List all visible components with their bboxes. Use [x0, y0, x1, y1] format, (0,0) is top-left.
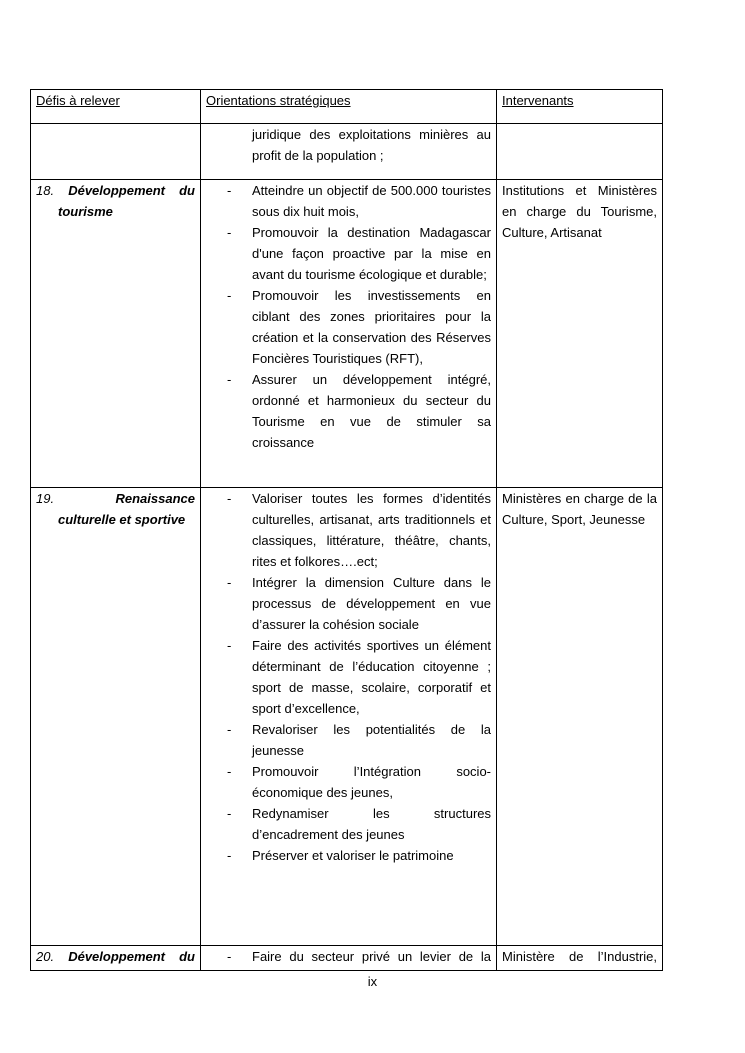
- stakeholder-cell-empty: [497, 124, 663, 180]
- dash-bullet: -: [227, 288, 232, 303]
- table-row: [31, 946, 663, 971]
- list-item: - Faire des activités sportives un élément déterminant de l’éducation citoyenne ; sport de masse, scolaire, corporatif et sport d’excellence,: [206, 635, 491, 719]
- list-item: - Promouvoir les investissements en ciblant des zones prioritaires pour la création et la conservation des Réserves Foncières Touristiques (RFT),: [206, 285, 491, 369]
- page-number: ix: [367, 974, 378, 989]
- stakeholder-cell: Ministère de l’Industrie,: [497, 946, 663, 971]
- dash-bullet: -: [227, 491, 232, 506]
- dash-bullet: -: [227, 764, 232, 779]
- challenge-cell: [31, 180, 201, 488]
- dash-bullet: -: [227, 949, 232, 964]
- orientation-cell: [201, 488, 497, 946]
- list-item: - Faire du secteur privé un levier de la: [206, 946, 491, 967]
- table-header-row: [31, 90, 663, 124]
- continuation-line: profit de la population ;: [252, 148, 384, 163]
- list-item: - Assurer un développement intégré, ordonné et harmonieux du secteur du Tourisme en vue de stimuler sa croissance: [206, 369, 491, 453]
- dash-bullet: -: [227, 806, 232, 821]
- list-item: - Promouvoir l’Intégration socio-économique des jeunes,: [206, 761, 491, 803]
- dash-bullet: -: [227, 183, 232, 198]
- challenge-cell: [31, 946, 201, 971]
- list-item: - Revaloriser les potentialités de la jeunesse: [206, 719, 491, 761]
- challenge-cell-empty: [31, 124, 201, 180]
- table-row-continuation: [31, 124, 663, 180]
- challenge-label: 19. Renaissance culturelle et sportive: [36, 491, 195, 527]
- list-item: - Intégrer la dimension Culture dans le processus de développement en vue d’assurer la cohésion sociale: [206, 572, 491, 635]
- continuation-line: juridique des exploitations minières au: [252, 127, 491, 142]
- dash-bullet: -: [227, 638, 232, 653]
- orientation-list: [206, 180, 491, 453]
- list-item: - Promouvoir la destination Madagascar d'une façon proactive par la mise en avant du tourisme écologique et durable;: [206, 222, 491, 285]
- dash-bullet: -: [227, 225, 232, 240]
- orientation-cell: [201, 946, 497, 971]
- stakeholder-cell: Institutions et Ministères en charge du Tourisme, Culture, Artisanat: [497, 180, 663, 488]
- table-row: [31, 180, 663, 488]
- orientation-list: [206, 488, 491, 866]
- dash-bullet: -: [227, 722, 232, 737]
- header-cell-challenges: Défis à relever: [31, 90, 201, 124]
- list-item: - Atteindre un objectif de 500.000 touristes sous dix huit mois,: [206, 180, 491, 222]
- dash-bullet: -: [227, 848, 232, 863]
- orientation-list: [206, 946, 491, 967]
- stakeholder-cell: Ministères en charge de la Culture, Sport, Jeunesse: [497, 488, 663, 946]
- list-item: - Redynamiser les structures d’encadrement des jeunes: [206, 803, 491, 845]
- challenge-label: 20. Développement du: [36, 949, 195, 964]
- list-item: - Valoriser toutes les formes d’identités culturelles, artisanat, arts traditionnels et classiques, littérature, théâtre, chants, rites et folkores….ect;: [206, 488, 491, 572]
- list-item: - Préserver et valoriser le patrimoine: [206, 845, 491, 866]
- challenge-label: 18. Développement du tourisme: [36, 183, 195, 219]
- strategy-table: [30, 89, 663, 971]
- dash-bullet: -: [227, 575, 232, 590]
- header-cell-orientations: Orientations stratégiques: [201, 90, 497, 124]
- dash-bullet: -: [227, 372, 232, 387]
- challenge-cell: [31, 488, 201, 946]
- header-cell-stakeholders: Intervenants: [497, 90, 663, 124]
- orientation-cell-continuation: [201, 124, 497, 180]
- orientation-cell: [201, 180, 497, 488]
- table-row: [31, 488, 663, 946]
